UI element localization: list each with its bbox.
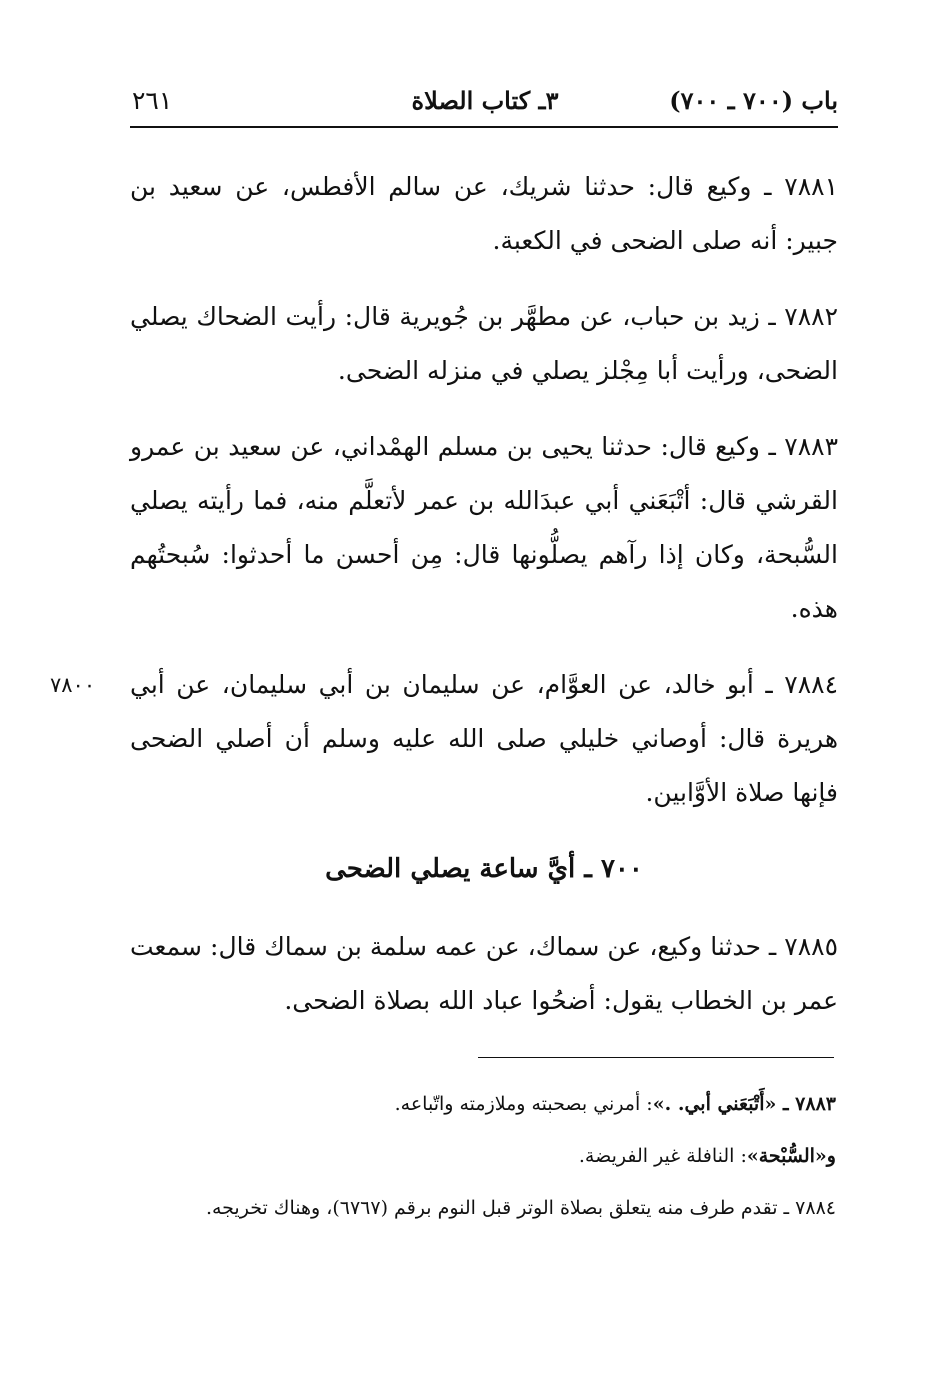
footnote-term: و«السُّبْحة» [746,1145,836,1167]
hadith-7884: ٧٨٨٤ ـ أبو خالد، عن العوَّام، عن سليمان بن أبي سليمان، عن أبي هريرة قال: أوصاني خليلي صلى الله عليه وسلم أن أصلي الضحى فإنها صلاة الأوَّابين. [130,670,838,807]
main-text [50,160,838,1028]
hadith-7884-block [50,658,838,820]
footnote-term: ٧٨٨٣ ـ «أَتْبَعَني أبي. .» [652,1093,836,1115]
header-rule [130,126,838,128]
hadith-7882: ٧٨٨٢ ـ زيد بن حباب، عن مطهَّر بن جُويرية قال: رأيت الضحاك يصلي الضحى، ورأيت أبا مِجْلز يصلي في منزله الضحى. [130,302,838,385]
running-header [132,82,838,126]
footnote-7884 [132,1182,836,1234]
hadith-7883: ٧٨٨٣ ـ وكيع قال: حدثنا يحيى بن مسلم الهمْداني، عن سعيد بن عمرو القرشي قال: أتْبَعَني أبي عبدَالله بن عمر لأتعلَّم منه، فما رأيته يصلي السُّبحة، وكان إذا رآهم يصلُّونها قال: مِن أحسن ما أحدثوا: سُبحتُهم هذه. [130,432,838,623]
page-number: ٢٦١ [132,86,173,115]
margin-number: ٧٨٠٠ [50,673,96,697]
hadith-7881: ٧٨٨١ ـ وكيع قال: حدثنا شريك، عن سالم الأفطس، عن سعيد بن جبير: أنه صلى الضحى في الكعبة. [130,172,838,255]
book-title: ٣ـ كتاب الصلاة [411,86,559,115]
footnote-text: : النافلة غير الفريضة. [578,1145,747,1167]
footnote-text: : أمرني بصحبته وملازمته واتّباعه. [394,1093,653,1115]
footnotes [132,1078,836,1234]
footnote-7883-b [132,1130,836,1182]
hadith-7885: ٧٨٨٥ ـ حدثنا وكيع، عن سماك، عن عمه سلمة بن سماك قال: سمعت عمر بن الخطاب يقول: أضحُوا عباد الله بصلاة الضحى. [130,932,838,1015]
footnote-separator [478,1057,834,1058]
footnote-7883-a [132,1078,836,1130]
footnote-text: ٧٨٨٤ ـ تقدم طرف منه يتعلق بصلاة الوتر قبل النوم برقم (٦٧٦٧)، وهناك تخريجه. [205,1197,836,1219]
section-title: ٧٠٠ ـ أيَّ ساعة يصلي الضحى [325,854,643,884]
chapter-heading: باب (٧٠٠ ـ ٧٠٠) [669,86,838,115]
